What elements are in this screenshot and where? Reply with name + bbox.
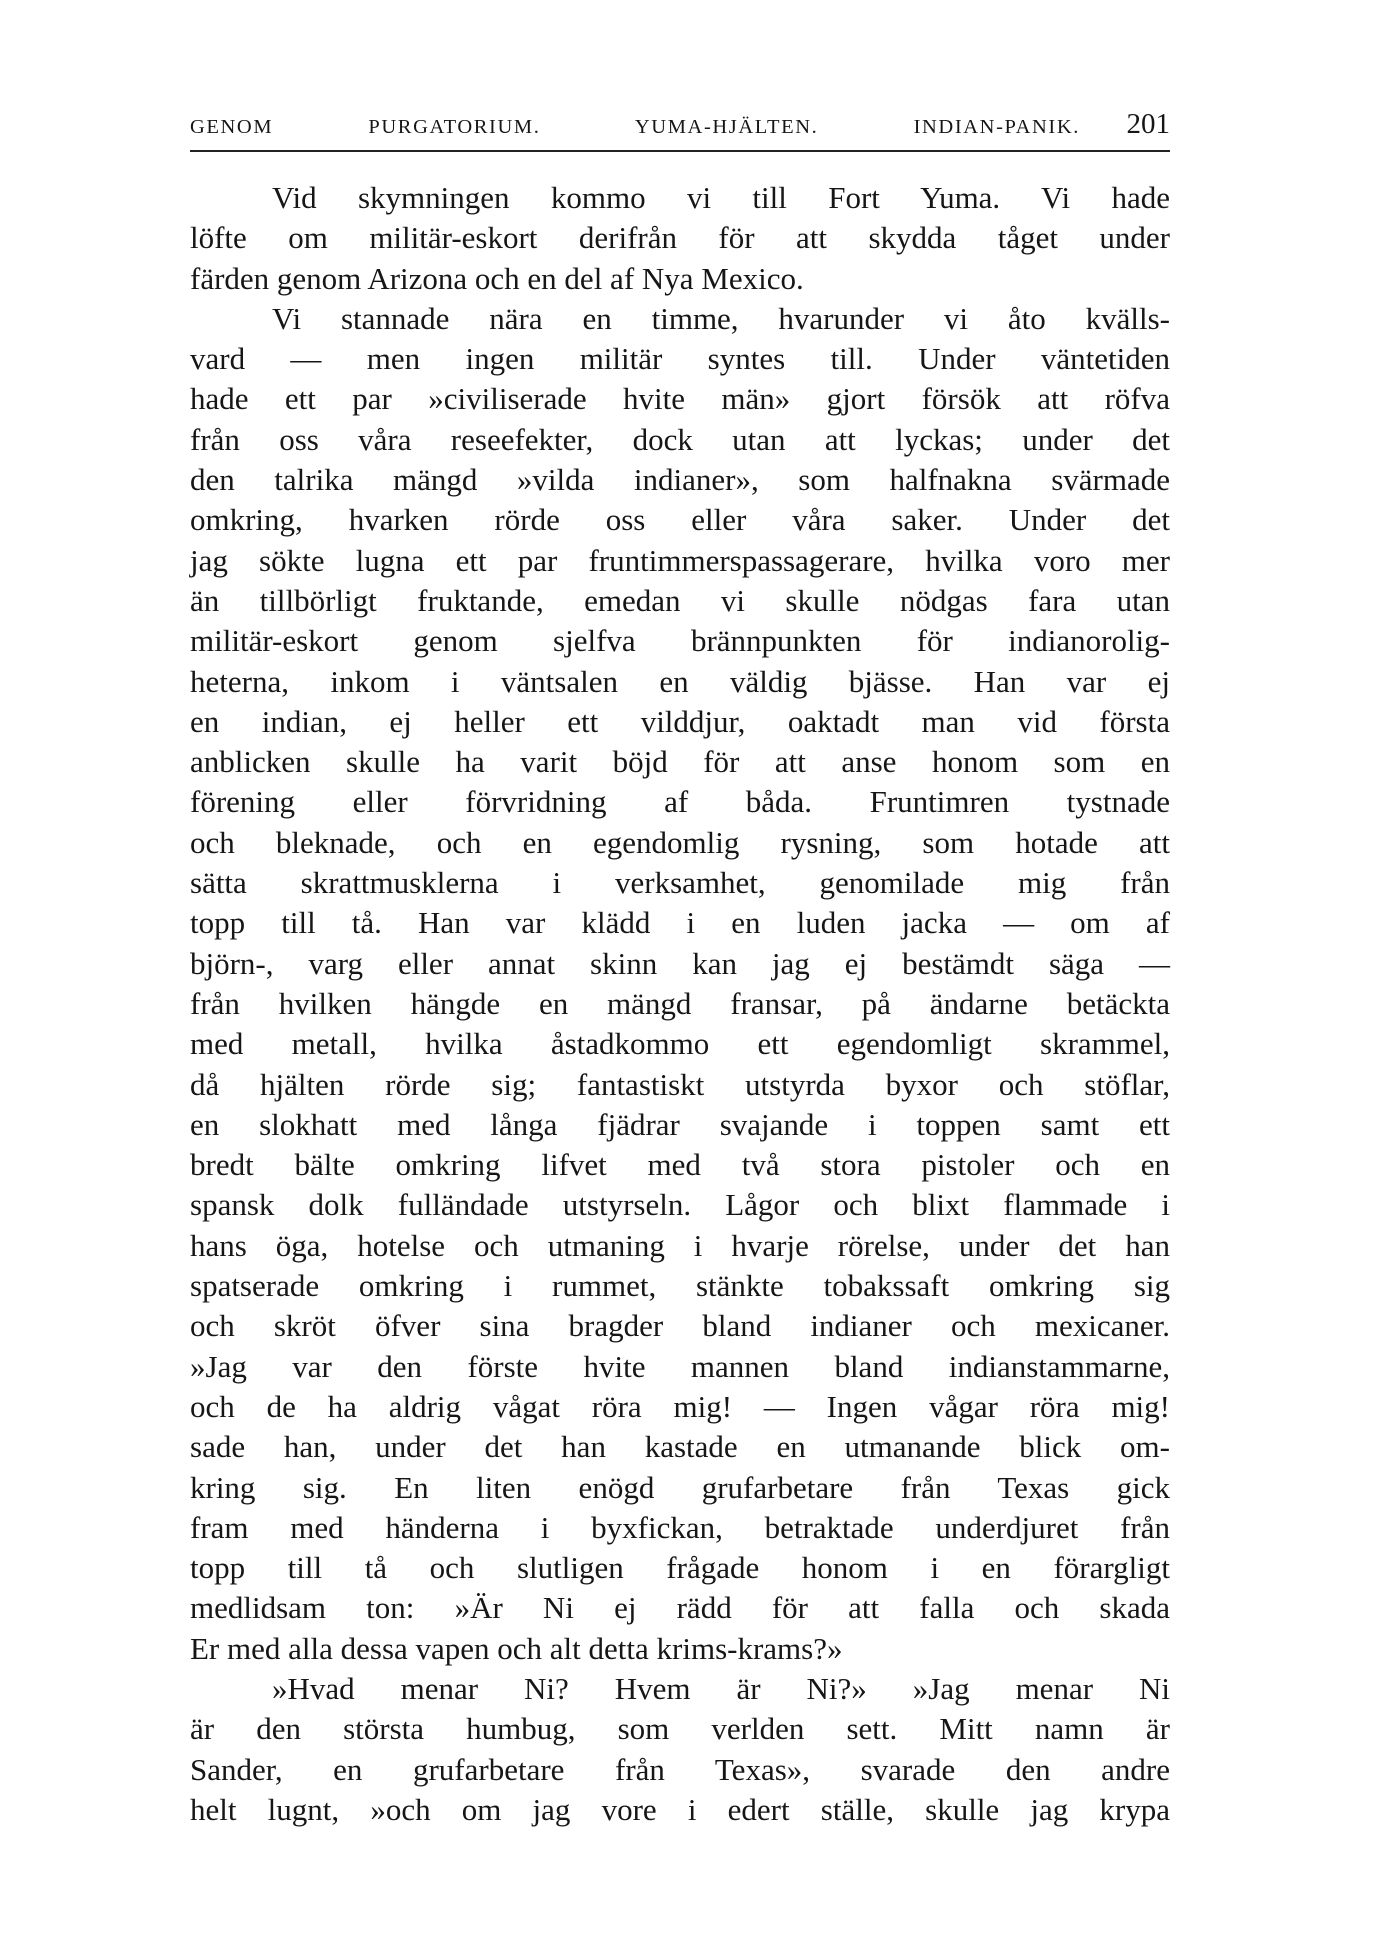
text-line: helt lugnt, »och om jag vore i edert ställe, skulle jag krypa	[190, 1791, 1170, 1827]
text-line: vard — men ingen militär syntes till. Under väntetiden	[190, 341, 1170, 377]
text-line: heterna, inkom i väntsalen en väldig bjässe. Han var ej	[190, 663, 1170, 699]
text-line: med metall, hvilka åstadkommo ett egendomligt skrammel,	[190, 1026, 1170, 1062]
text-line: spansk dolk fulländade utstyrseln. Lågor och blixt flammade i	[190, 1187, 1170, 1223]
text-line: bredt bälte omkring lifvet med två stora pistoler och en	[190, 1147, 1170, 1183]
text-line: från hvilken hängde en mängd fransar, på ändarne betäckta	[190, 985, 1170, 1021]
text-line: Sander, en grufarbetare från Texas», svarade den andre	[190, 1751, 1170, 1787]
body-text	[190, 178, 1170, 1830]
text-line: Vi stannade nära en timme, hvarunder vi åto kvälls-	[272, 300, 1170, 336]
text-line: militär-eskort genom sjelfva brännpunkten för indianorolig-	[190, 623, 1170, 659]
text-line: fram med händerna i byxfickan, betraktade underdjuret från	[190, 1509, 1170, 1545]
text-line: anblicken skulle ha varit böjd för att anse honom som en	[190, 744, 1170, 780]
text-line: den talrika mängd »vilda indianer», som halfnakna svärmade	[190, 462, 1170, 498]
text-line: »Hvad menar Ni? Hvem är Ni?» »Jag menar Ni	[272, 1670, 1170, 1706]
text-line: sätta skrattmusklerna i verksamhet, genomilade mig från	[190, 865, 1170, 901]
running-title: GENOM PURGATORIUM. YUMA-HJÄLTEN. INDIAN-PANIK.	[190, 116, 1080, 138]
text-line: topp till tå och slutligen frågade honom i en förargligt	[190, 1550, 1170, 1586]
running-head	[190, 108, 1170, 144]
text-line: jag sökte lugna ett par fruntimmerspassagerare, hvilka voro mer	[190, 542, 1170, 578]
text-line: hade ett par »civiliserade hvite män» gjort försök att röfva	[190, 381, 1170, 417]
text-line: omkring, hvarken rörde oss eller våra saker. Under det	[190, 502, 1170, 538]
text-line: kring sig. En liten enögd grufarbetare från Texas gick	[190, 1469, 1170, 1505]
text-line: Vid skymningen kommo vi till Fort Yuma. Vi hade	[272, 180, 1170, 215]
text-line: och skröt öfver sina bragder bland indianer och mexicaner.	[190, 1308, 1170, 1344]
text-line: björn-, varg eller annat skinn kan jag ej bestämdt säga —	[190, 945, 1170, 981]
text-line: topp till tå. Han var klädd i en luden jacka — om af	[190, 905, 1170, 941]
text-line: Er med alla dessa vapen och alt detta krims-krams?»	[190, 1630, 843, 1666]
text-line: spatserade omkring i rummet, stänkte tobakssaft omkring sig	[190, 1268, 1170, 1304]
text-line: färden genom Arizona och en del af Nya Mexico.	[190, 260, 804, 296]
text-line: från oss våra reseefekter, dock utan att lyckas; under det	[190, 421, 1170, 457]
page-number: 201	[1126, 108, 1170, 140]
text-line: sade han, under det han kastade en utmanande blick om-	[190, 1429, 1170, 1465]
text-line: än tillbörligt fruktande, emedan vi skulle nödgas fara utan	[190, 582, 1170, 618]
text-line: medlidsam ton: »Är Ni ej rädd för att falla och skada	[190, 1590, 1170, 1626]
text-line: och de ha aldrig vågat röra mig! — Ingen vågar röra mig!	[190, 1388, 1170, 1424]
text-line: en indian, ej heller ett vilddjur, oaktadt man vid första	[190, 703, 1170, 739]
text-line: och bleknade, och en egendomlig rysning, som hotade att	[190, 824, 1170, 860]
text-line: en slokhatt med långa fjädrar svajande i toppen samt ett	[190, 1106, 1170, 1142]
text-line: är den största humbug, som verlden sett. Mitt namn är	[190, 1711, 1170, 1747]
text-line: löfte om militär-eskort derifrån för att skydda tåget under	[190, 220, 1170, 256]
text-line: »Jag var den förste hvite mannen bland indianstammarne,	[190, 1348, 1170, 1384]
text-line: då hjälten rörde sig; fantastiskt utstyrda byxor och stöflar,	[190, 1066, 1170, 1102]
text-line: förening eller förvridning af båda. Fruntimren tystnade	[190, 784, 1170, 820]
header-rule	[190, 150, 1170, 152]
text-line: hans öga, hotelse och utmaning i hvarje rörelse, under det han	[190, 1227, 1170, 1263]
